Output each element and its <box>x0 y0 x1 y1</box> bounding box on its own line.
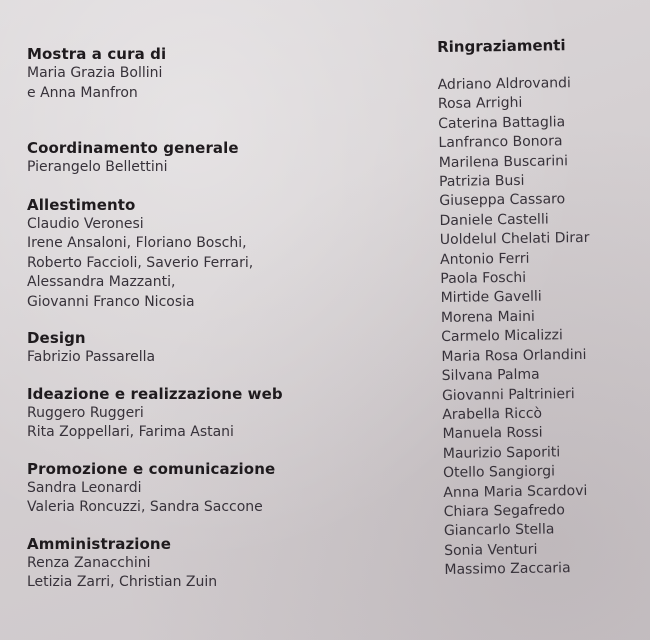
credit-section-installation <box>27 195 397 313</box>
credit-section-web <box>27 384 397 443</box>
list-item: Rosa Arrighi <box>437 95 523 113</box>
list-item: Marilena Buscarini <box>438 152 569 171</box>
credit-name: Irene Ansaloni, Floriano Boschi, <box>27 235 247 251</box>
credit-name: Fabrizio Passarella <box>27 349 156 365</box>
section-heading: Allestimento <box>27 195 136 214</box>
credit-section-coordination <box>27 138 397 178</box>
list-item: Giancarlo Stella <box>443 521 555 540</box>
list-item: Antonio Ferri <box>439 250 530 268</box>
credit-section-promotion <box>27 459 397 518</box>
credit-section-design <box>27 328 397 368</box>
section-heading: Mostra a cura di <box>27 45 167 63</box>
acknowledgements-heading: Ringraziamenti <box>437 36 566 56</box>
list-item: Patrizia Busi <box>438 172 525 191</box>
list-item: Mirtide Gavelli <box>440 289 542 307</box>
list-item: Otello Sangiorgi <box>442 463 556 482</box>
credit-name: Letizia Zarri, Christian Zuin <box>27 574 218 590</box>
credit-section-administration <box>27 534 397 593</box>
section-heading: Coordinamento generale <box>27 139 239 157</box>
list-item: Caterina Battaglia <box>438 114 566 132</box>
credit-name: Alessandra Mazzanti, <box>27 274 176 290</box>
list-item: Uoldelul Chelati Dirar <box>439 230 590 249</box>
spacer <box>27 368 397 384</box>
credit-name: Giovanni Franco Nicosia <box>27 293 195 310</box>
list-item: Maurizio Saporiti <box>442 444 561 462</box>
section-heading: Promozione e comunicazione <box>27 459 276 478</box>
credit-name: Roberto Faccioli, Saverio Ferrari, <box>27 254 254 271</box>
spacer <box>27 312 397 328</box>
credit-name: Pierangelo Bellettini <box>27 159 168 175</box>
list-item: Paola Foschi <box>440 269 527 288</box>
list-item: Morena Maini <box>440 308 535 326</box>
spacer <box>27 518 397 534</box>
list-item: Massimo Zaccaria <box>444 560 571 579</box>
credit-name: e Anna Manfron <box>27 84 138 101</box>
credit-section-curators <box>27 44 397 103</box>
list-item: Manuela Rossi <box>442 424 543 443</box>
spacer <box>27 443 397 459</box>
credit-name: Claudio Veronesi <box>27 215 144 232</box>
credit-name: Sandra Leonardi <box>27 479 142 496</box>
credit-name: Renza Zanacchini <box>27 554 151 571</box>
section-heading: Ideazione e realizzazione web <box>27 384 283 403</box>
list-item: Chiara Segafredo <box>443 502 566 520</box>
list-item: Adriano Aldrovandi <box>437 75 571 93</box>
list-item: Sonia Venturi <box>444 541 538 559</box>
spacer <box>27 103 397 138</box>
acknowledgements-column <box>437 34 645 580</box>
credit-name: Valeria Roncuzzi, Sandra Saccone <box>27 499 263 515</box>
acknowledgements-list <box>438 73 645 580</box>
credits-column <box>27 44 397 593</box>
credit-name: Ruggero Ruggeri <box>27 404 144 421</box>
credit-name: Rita Zoppellari, Farima Astani <box>27 424 234 440</box>
list-item: Silvana Palma <box>441 366 540 385</box>
credit-name: Maria Grazia Bollini <box>27 65 163 81</box>
section-heading: Amministrazione <box>27 534 171 553</box>
list-item: Giovanni Paltrinieri <box>441 385 575 404</box>
list-item: Anna Maria Scardovi <box>443 482 588 501</box>
list-item: Giuseppa Cassaro <box>439 191 566 210</box>
list-item: Arabella Riccò <box>442 405 543 423</box>
list-item: Daniele Castelli <box>439 211 549 229</box>
list-item: Carmelo Micalizzi <box>441 327 563 346</box>
spacer <box>27 178 397 195</box>
section-heading: Design <box>27 329 86 347</box>
list-item: Maria Rosa Orlandini <box>441 346 587 365</box>
list-item: Lanfranco Bonora <box>438 133 563 152</box>
